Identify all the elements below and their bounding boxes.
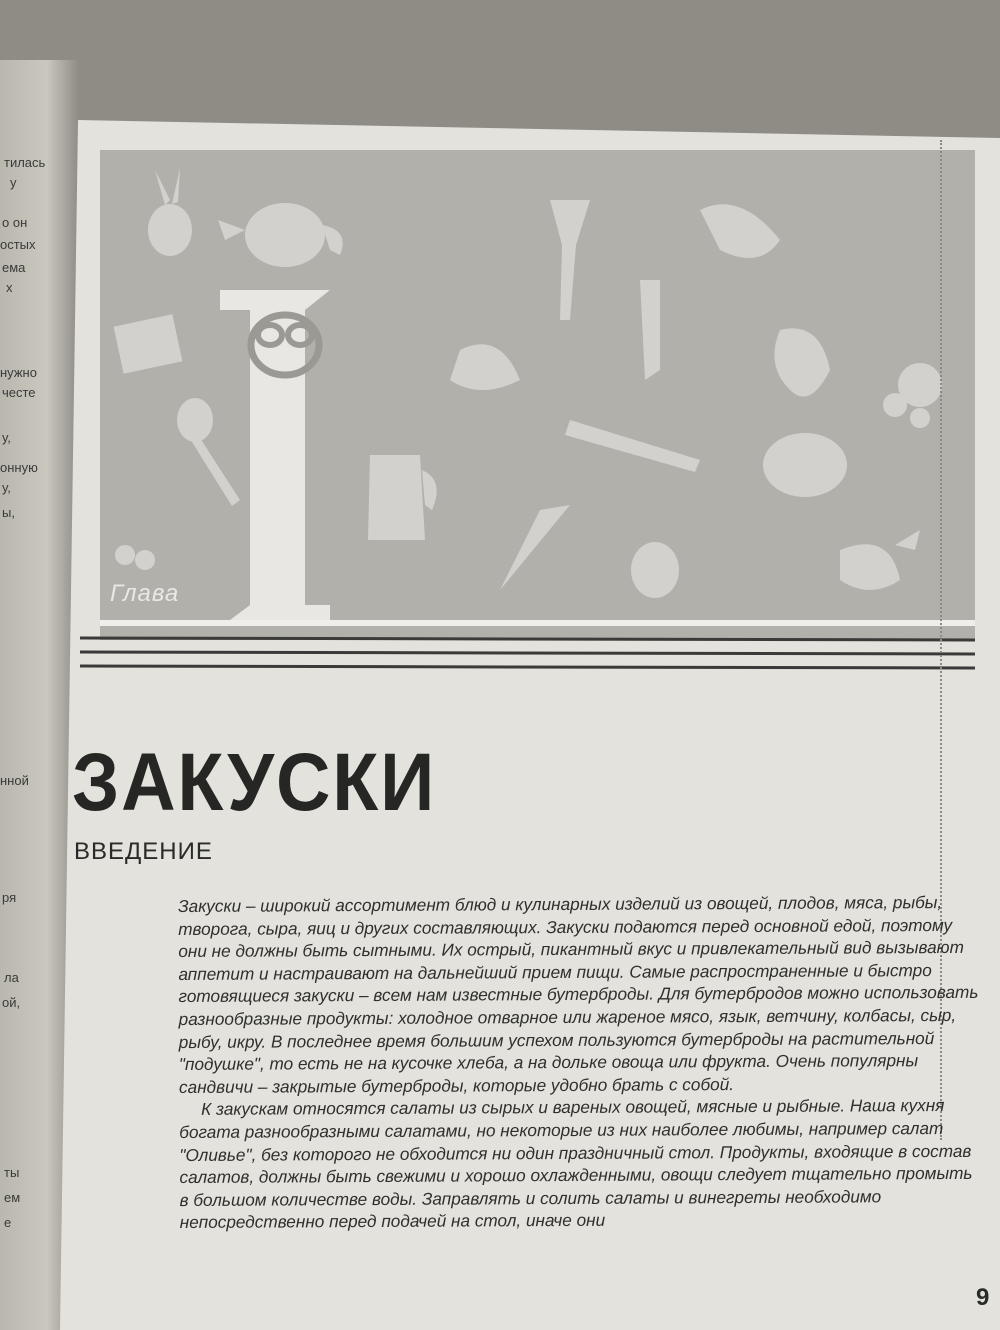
left-text-fragment: х [6,280,13,295]
left-text-fragment: нужно [0,365,37,380]
left-text-fragment: ы, [2,505,15,520]
body-text [178,891,980,1234]
left-text-fragment: онную [0,460,38,475]
left-text-fragment: ема [2,260,26,275]
left-text-fragment: у [10,175,17,190]
left-text-fragment: е [4,1215,12,1230]
left-text-fragment: у, [2,430,11,445]
left-text-fragment: нной [0,773,29,788]
tomato-shape [763,433,847,497]
teapot-shape [245,203,325,267]
pear-shape [631,542,679,598]
paragraph-salads: К закускам относятся салаты из сырых и вареных овощей, мясные и рыбные. Наша кухня богата разнообразными салатами, но некоторые из них наиболее любимы, например салат "Оливье", без которого не обходится ни один праздничный стол. Продукты, входящие в состав салатов, должны быть свежими и хорошо охлажденными, овощи следует тщательно промыть в большом количестве воды. Заправлять и солить салаты и винегреты необходимо непосредственно перед подачей на стол, иначе они [179,1095,973,1233]
chapter-illustration [100,150,975,640]
beet-shape [148,204,192,256]
left-text-fragment: ты [4,1165,20,1180]
left-text-fragment: остых [0,237,36,252]
chapter-title: ЗАКУСКИ [72,737,437,828]
spoon-shape [177,398,213,442]
left-text-fragment: ем [4,1190,21,1205]
left-text-fragment: ла [4,970,19,985]
left-text-fragment: ой, [2,995,21,1010]
header-rule-lines [80,630,980,680]
section-subtitle: ВВЕДЕНИЕ [74,838,213,865]
page-number: 9 [976,1284,990,1311]
cherry-shape [115,545,135,565]
chapter-label: Глава [110,580,180,607]
jug-shape [368,455,425,540]
paragraph-intro: Закуски – широкий ассортимент блюд и кулинарных изделий из овощей, плодов, мяса, рыбы, творога, сыра, яиц и других составляющих. Закуски подаются перед основной едой, поэтому они не должны быть сытными. Их острый, пикантный вкус и привлекательный вид вызывают аппетит и настраивают на дальнейший прием пищи. Самые распространенные и быстро готовящиеся закуски – всем нам известные бутерброды. Для бутербродов можно использовать разнообразные продукты: холодное отварное или жареное мясо, язык, ветчину, колбасы, сыр, рыбу, икру. В последнее время большим успехом пользуются бутерброды на растительной "подушке", то есть не на кусочке хлеба, а на дольке овоща или фрукта. Очень популярны сандвичи – закрытые бутерброды, которые удобно брать с собой. [178,891,979,1097]
left-text-fragment: честе [2,385,36,400]
food-silhouettes-art [100,150,975,640]
left-text-fragment: у, [2,480,11,495]
left-text-fragment: тилась [4,155,46,170]
left-text-fragment: ря [2,890,17,905]
left-text-fragment: о он [2,215,28,230]
